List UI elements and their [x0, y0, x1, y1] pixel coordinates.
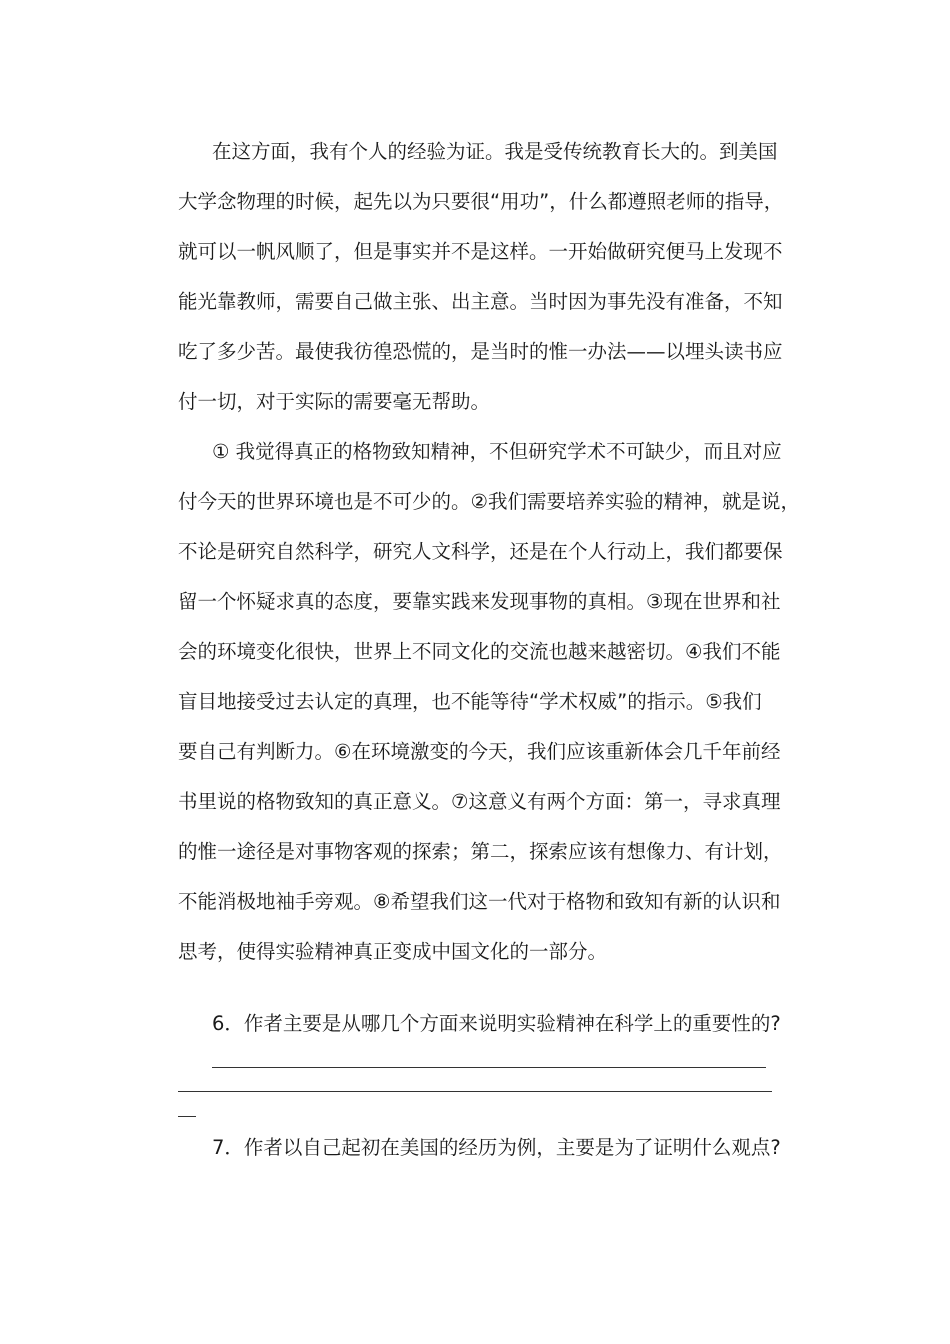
text-line: 付今天的世界环境也是不可少的。②我们需要培养实验的精神，就是说，: [178, 490, 800, 513]
answer-line[interactable]: [212, 1067, 766, 1068]
text-line: 就可以一帆风顺了，但是事实并不是这样。一开始做研究便马上发现不: [178, 240, 783, 263]
text-line: 不能消极地袖手旁观。⑧希望我们这一代对于格物和致知有新的认识和: [178, 890, 781, 913]
answer-line[interactable]: [178, 1091, 772, 1092]
text-line: 会的环境变化很快，世界上不同文化的交流也越来越密切。④我们不能: [178, 640, 781, 663]
question-6: 6．作者主要是从哪几个方面来说明实验精神在科学上的重要性的?: [212, 1012, 781, 1035]
text-line: 要自己有判断力。⑥在环境激变的今天，我们应该重新体会几千年前经: [178, 740, 781, 763]
text-line: 盲目地接受过去认定的真理，也不能等待“学术权威”的指示。⑤我们: [178, 690, 762, 713]
text-line: 能光靠教师，需要自己做主张、出主意。当时因为事先没有准备，不知: [178, 290, 783, 313]
answer-line[interactable]: [178, 1116, 196, 1117]
text-line: 大学念物理的时候，起先以为只要很“用功”，什么都遵照老师的指导，: [178, 190, 784, 213]
text-line: 书里说的格物致知的真正意义。⑦这意义有两个方面：第一，寻求真理: [178, 790, 781, 813]
text-line: 不论是研究自然科学，研究人文科学，还是在个人行动上，我们都要保: [178, 540, 783, 563]
text-line: 思考，使得实验精神真正变成中国文化的一部分。: [178, 940, 608, 963]
text-line: 留一个怀疑求真的态度，要靠实践来发现事物的真相。③现在世界和社: [178, 590, 781, 613]
question-7: 7．作者以自己起初在美国的经历为例，主要是为了证明什么观点?: [212, 1136, 781, 1159]
text-line: 在这方面，我有个人的经验为证。我是受传统教育长大的。到美国: [212, 140, 778, 163]
text-line: 付一切，对于实际的需要毫无帮助。: [178, 390, 491, 413]
text-line: 的惟一途径是对事物客观的探索；第二，探索应该有想像力、有计划，: [178, 840, 783, 863]
text-line: 吃了多少苦。最使我彷徨恐慌的，是当时的惟一办法——以埋头读书应: [178, 340, 783, 363]
text-line: ① 我觉得真正的格物致知精神，不但研究学术不可缺少，而且对应: [212, 440, 782, 463]
